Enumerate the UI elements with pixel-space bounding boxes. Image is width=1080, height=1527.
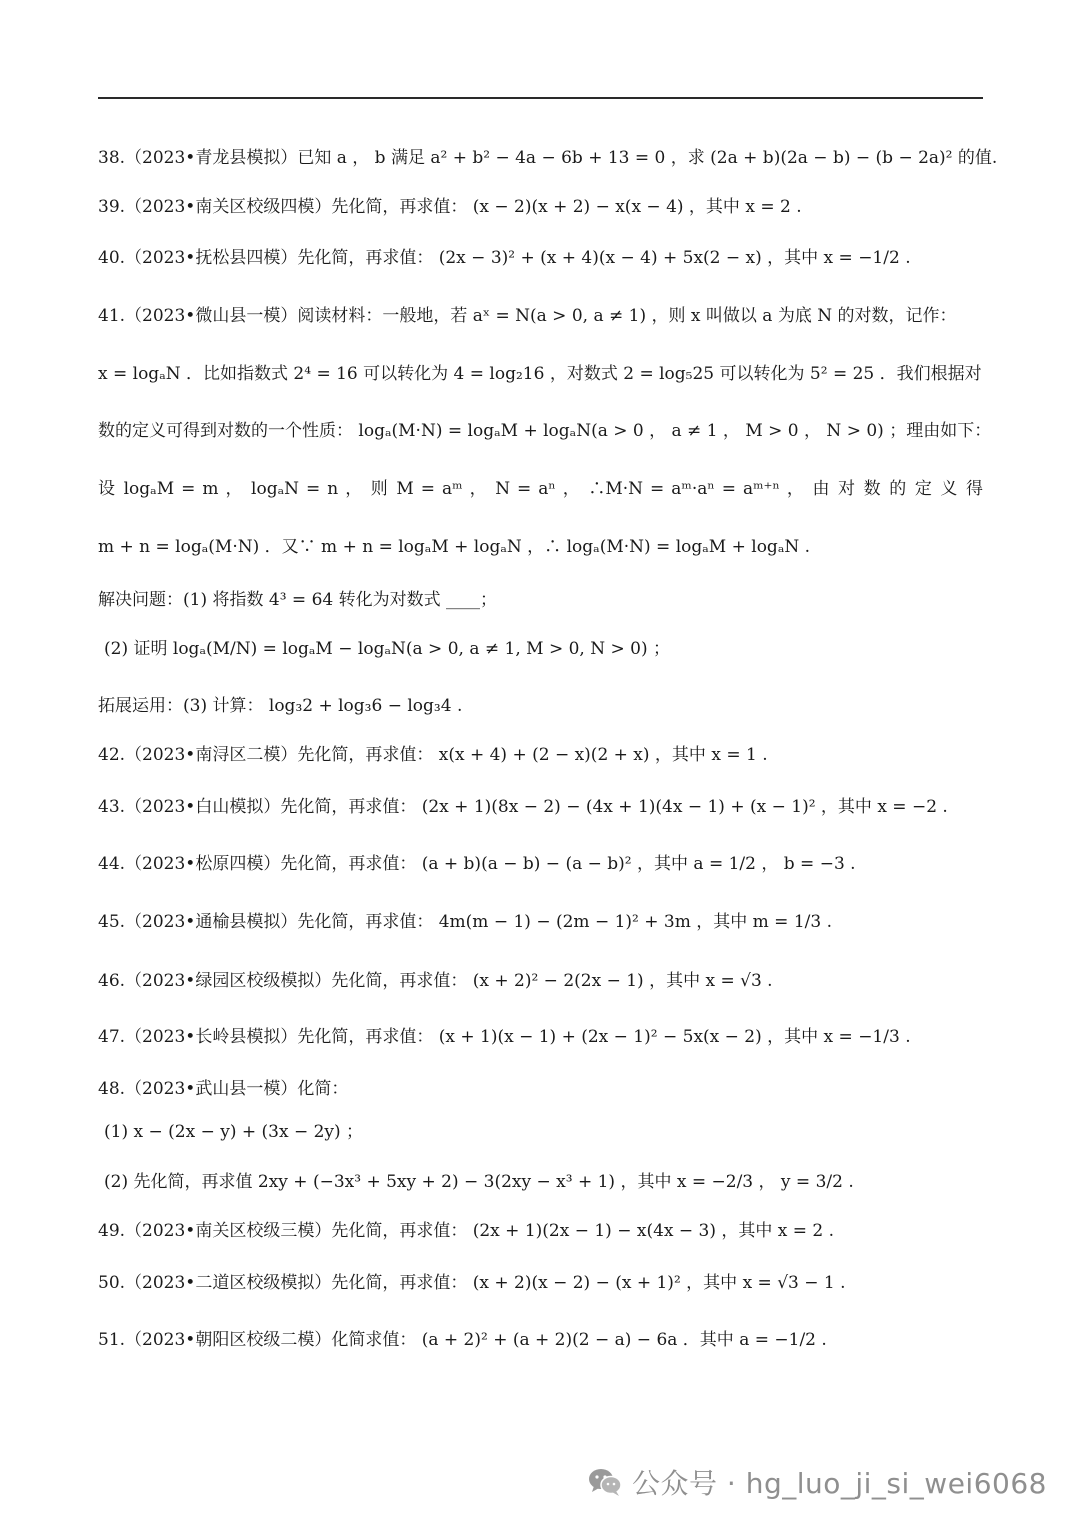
problem-40: 40.（2023•抚松县四模）先化简，再求值： (2x − 3)² + (x + 4)(x − 4) + 5x(2 − x) ，其中 x = −1/2 . <box>98 248 911 268</box>
problem-41-intro: 41.（2023•微山县一模）阅读材料：一般地，若 aˣ = N(a > 0, a ≠ 1) ，则 x 叫做以 a 为底 N 的对数，记作： <box>98 306 957 326</box>
problem-51: 51.（2023•朝阳区校级二模）化简求值： (a + 2)² + (a + 2)(2 − a) − 6a ．其中 a = −1/2 . <box>98 1330 827 1350</box>
header-rule <box>98 97 983 99</box>
watermark <box>588 1462 1047 1502</box>
wechat-icon <box>588 1467 622 1497</box>
problem-50: 50.（2023•二道区校级模拟）先化简，再求值： (x + 2)(x − 2) − (x + 1)² ，其中 x = √3 − 1 . <box>98 1273 846 1293</box>
problem-49: 49.（2023•南关区校级三模）先化简，再求值： (2x + 1)(2x − 1) − x(4x − 3) ，其中 x = 2 . <box>98 1221 835 1241</box>
problem-41-conclusion: m + n = logₐ(M·N) ．又∵ m + n = logₐM + logₐN ，∴ logₐ(M·N) = logₐM + logₐN . <box>98 537 811 557</box>
problem-41-q2: (2) 证明 logₐ(M/N) = logₐM − logₐN(a > 0, a ≠ 1, M > 0, N > 0) ； <box>104 639 670 659</box>
problem-48-q2: (2) 先化简，再求值 2xy + (−3x³ + 5xy + 2) − 3(2xy − x³ + 1) ，其中 x = −2/3 ， y = 3/2 . <box>104 1172 854 1192</box>
problem-43: 43.（2023•白山模拟）先化简，再求值： (2x + 1)(8x − 2) − (4x + 1)(4x − 1) + (x − 1)² ，其中 x = −2 . <box>98 797 948 817</box>
problem-41-q1: 解决问题：(1) 将指数 4³ = 64 转化为对数式 ____； <box>98 590 498 610</box>
problem-41-q3: 拓展运用：(3) 计算： log₃2 + log₃6 − log₃4 . <box>98 696 463 716</box>
problem-42: 42.（2023•南浔区二模）先化简，再求值： x(x + 4) + (2 − x)(2 + x) ，其中 x = 1 . <box>98 745 768 765</box>
problem-47: 47.（2023•长岭县模拟）先化简，再求值： (x + 1)(x − 1) + (2x − 1)² − 5x(x − 2) ，其中 x = −1/3 . <box>98 1027 911 1047</box>
problem-38: 38.（2023•青龙县模拟）已知 a ， b 满足 a² + b² − 4a − 6b + 13 = 0 ，求 (2a + b)(2a − b) − (b − 2a)² 的值. <box>98 148 998 168</box>
problem-48-intro: 48.（2023•武山县一模）化简： <box>98 1079 349 1099</box>
problem-48-q1: (1) x − (2x − y) + (3x − 2y) ； <box>104 1122 364 1142</box>
problem-39: 39.（2023•南关区校级四模）先化简，再求值： (x − 2)(x + 2) − x(x − 4) ，其中 x = 2 . <box>98 197 802 217</box>
problem-41-property: 数的定义可得到对数的一个性质： logₐ(M·N) = logₐM + logₐN(a > 0 ， a ≠ 1 ， M > 0 ， N > 0) ；理由如下： <box>98 421 992 441</box>
problem-41-reason: 设 logₐM = m ， logₐN = n ， 则 M = aᵐ ， N = aⁿ ， ∴M·N = aᵐ·aⁿ = aᵐ⁺ⁿ ， 由 对 数 的 定 义 得 <box>98 479 983 499</box>
problem-46: 46.（2023•绿园区校级模拟）先化简，再求值： (x + 2)² − 2(2x − 1) ，其中 x = √3 . <box>98 971 773 991</box>
watermark-text: 公众号 · hg_luo_ji_si_wei6068 <box>632 1467 1047 1500</box>
problem-41-example: x = logₐN ．比如指数式 2⁴ = 16 可以转化为 4 = log₂16 ，对数式 2 = log₅25 可以转化为 5² = 25 ．我们根据对 <box>98 364 982 384</box>
problem-44: 44.（2023•松原四模）先化简，再求值： (a + b)(a − b) − (a − b)² ，其中 a = 1/2 ， b = −3 . <box>98 854 856 874</box>
problem-45: 45.（2023•通榆县模拟）先化简，再求值： 4m(m − 1) − (2m − 1)² + 3m ，其中 m = 1/3 . <box>98 912 832 932</box>
